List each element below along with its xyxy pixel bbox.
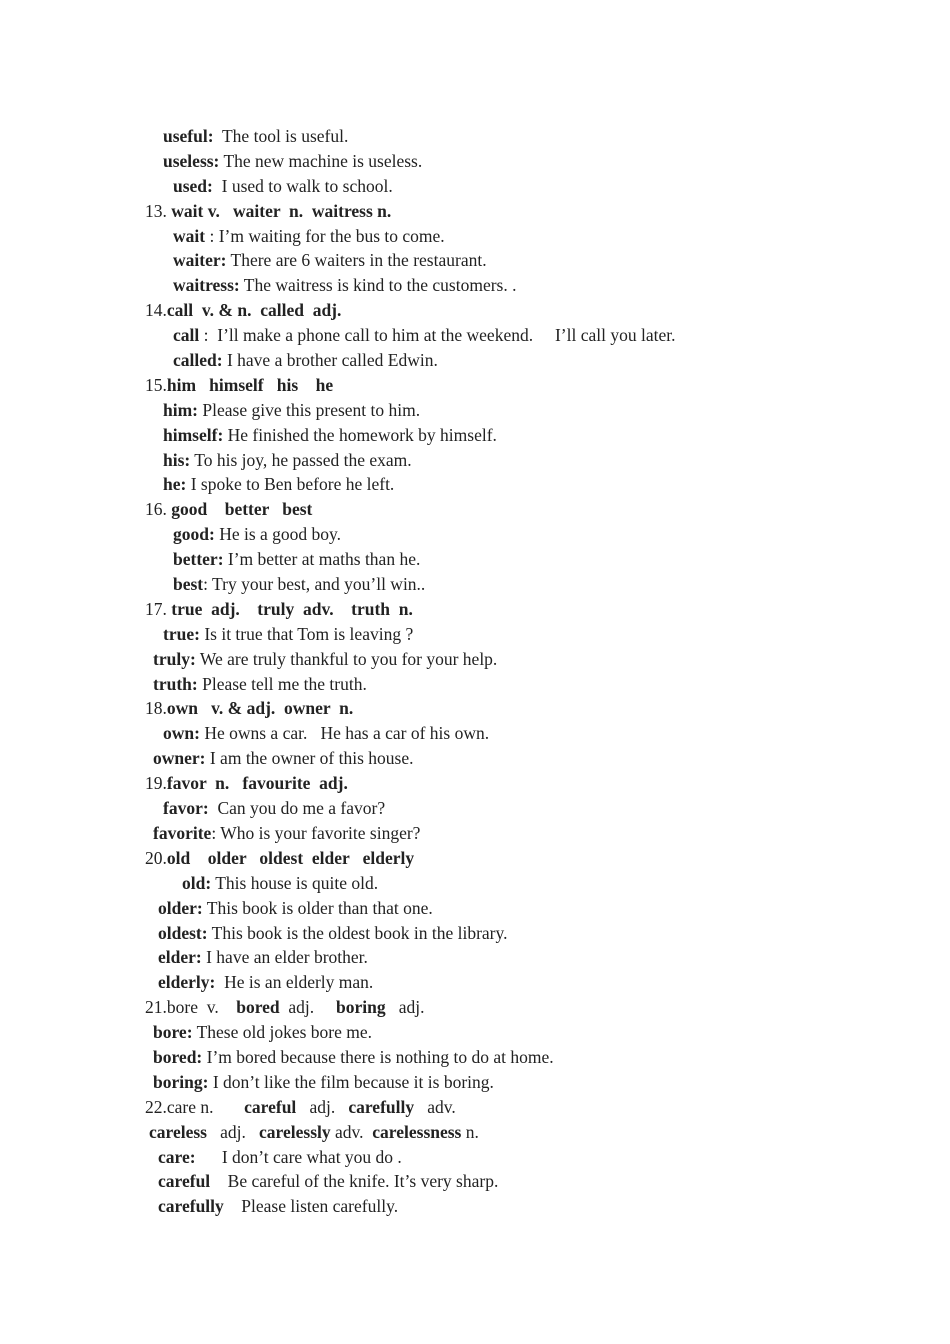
term-text: himself: [163, 424, 224, 445]
term-text: own: [163, 723, 200, 744]
text-line [0, 572, 950, 597]
term-text: boring: [153, 1071, 209, 1092]
body-text: I spoke to Ben before he left. [186, 474, 395, 495]
body-text: I have an elder brother. [201, 947, 368, 968]
term-text: careful [244, 1096, 297, 1117]
text-line [0, 373, 950, 398]
body-text: adj. [207, 1121, 260, 1142]
term-text: elderly: [158, 972, 216, 993]
term-text: true: [163, 623, 200, 644]
text-line [0, 224, 950, 249]
term-text: carelessness [372, 1121, 462, 1142]
term-text: used: [173, 175, 213, 196]
term-text: favor n. favourite adj. [166, 773, 348, 794]
term-text: truly: [153, 648, 196, 669]
body-text: adj. [279, 997, 337, 1018]
term-text: elder: [158, 947, 202, 968]
body-text: I don’t care what you do . [195, 1146, 402, 1167]
text-line [0, 348, 950, 373]
text-line [0, 398, 950, 423]
body-text: Please give this present to him. [198, 399, 421, 420]
term-text: true adj. truly adv. truth n. [171, 598, 413, 619]
text-line [0, 896, 950, 921]
body-text: 22.care n. [145, 1096, 245, 1117]
text-line [0, 846, 950, 871]
term-text: good: [173, 524, 215, 545]
text-line [0, 746, 950, 771]
body-text: I have a brother called Edwin. [222, 350, 438, 371]
body-text: I’m better at maths than he. [223, 549, 421, 570]
term-text: bore: [153, 1022, 193, 1043]
text-line [0, 945, 950, 970]
term-text: careless [149, 1121, 207, 1142]
term-text: old: [182, 872, 212, 893]
body-text: This book is older than that one. [202, 897, 433, 918]
body-text: These old jokes bore me. [192, 1022, 373, 1043]
text-line [0, 597, 950, 622]
term-text: bored: [153, 1046, 203, 1067]
body-text: : I’m waiting for the bus to come. [205, 225, 445, 246]
body-text: To his joy, he passed the exam. [190, 449, 412, 470]
term-text: useful: [163, 126, 214, 146]
term-text: truth: [153, 673, 198, 694]
term-text: call [173, 325, 200, 346]
text-line [0, 796, 950, 821]
body-text: He is a good boy. [214, 524, 342, 545]
term-text: wait v. waiter n. waitress n. [171, 200, 392, 221]
text-line [0, 448, 950, 473]
body-text: He owns a car. He has a car of his own. [199, 723, 490, 744]
text-line [0, 970, 950, 995]
text-line [0, 273, 950, 298]
term-text: his: [163, 449, 191, 470]
text-line [0, 124, 950, 149]
body-text: This house is quite old. [211, 872, 379, 893]
term-text: call v. & n. called adj. [166, 300, 342, 321]
text-line [0, 1120, 950, 1145]
body-text: I used to walk to school. [212, 175, 393, 196]
body-text: adj. [296, 1096, 349, 1117]
term-text: best [173, 574, 204, 595]
body-text: 18. [145, 698, 167, 719]
term-text: him: [163, 399, 198, 420]
body-text: 16. [145, 499, 172, 520]
body-text: : Who is your favorite singer? [211, 822, 421, 843]
term-text: he: [163, 474, 187, 495]
body-text: He finished the homework by himself. [223, 424, 497, 445]
body-text: The new machine is useless. [219, 150, 423, 171]
term-text: called: [173, 350, 223, 371]
term-text: own v. & adj. owner n. [166, 698, 354, 719]
body-text: Can you do me a favor? [208, 798, 386, 819]
body-text: There are 6 waiters in the restaurant. [226, 250, 487, 271]
text-line [0, 1020, 950, 1045]
body-text: 20. [145, 847, 167, 868]
term-text: older: [158, 897, 203, 918]
text-line [0, 1045, 950, 1070]
text-line [0, 821, 950, 846]
term-text: better: [173, 549, 224, 570]
body-text: I don’t like the film because it is boring. [208, 1071, 494, 1092]
body-text: 19. [145, 773, 167, 794]
text-line [0, 298, 950, 323]
term-text: oldest: [158, 922, 208, 943]
body-text: I’m bored because there is nothing to do at home. [202, 1046, 554, 1067]
body-text: 13. [145, 200, 172, 221]
text-line [0, 423, 950, 448]
term-text: owner: [153, 748, 206, 769]
document-body [0, 124, 950, 1219]
text-line [0, 1070, 950, 1095]
text-line [0, 721, 950, 746]
body-text: Is it true that Tom is leaving ? [199, 623, 414, 644]
term-text: waitress: [173, 275, 240, 296]
term-text: careful [158, 1171, 211, 1192]
body-text: Please tell me the truth. [197, 673, 367, 694]
text-line [0, 472, 950, 497]
text-line [0, 647, 950, 672]
term-text: carefully [348, 1096, 415, 1117]
term-text: favorite [153, 822, 212, 843]
term-text: carefully [158, 1196, 224, 1217]
text-line [0, 1169, 950, 1194]
text-line [0, 1095, 950, 1120]
body-text: adv. [414, 1096, 456, 1117]
body-text: This book is the oldest book in the library. [207, 922, 508, 943]
term-text: waiter: [173, 250, 227, 271]
text-line [0, 871, 950, 896]
body-text: 21.bore v. [145, 997, 237, 1018]
text-line [0, 323, 950, 348]
term-text: boring [336, 997, 386, 1018]
text-line [0, 248, 950, 273]
text-line [0, 547, 950, 572]
body-text: adj. [385, 997, 425, 1018]
text-line [0, 1145, 950, 1170]
body-text: I am the owner of this house. [205, 748, 414, 769]
text-line [0, 199, 950, 224]
body-text: The waitress is kind to the customers. . [239, 275, 517, 296]
body-text: 15. [145, 374, 167, 395]
text-line [0, 1194, 950, 1219]
term-text: useless: [163, 150, 220, 171]
text-line [0, 672, 950, 697]
body-text: We are truly thankful to you for your help. [195, 648, 498, 669]
text-line [0, 995, 950, 1020]
term-text: favor: [163, 798, 209, 819]
term-text: good better best [171, 499, 313, 520]
text-line [0, 696, 950, 721]
body-text: n. [461, 1121, 479, 1142]
body-text: Please listen carefully. [223, 1196, 399, 1217]
body-text: adv. [330, 1121, 373, 1142]
text-line [0, 497, 950, 522]
term-text: old older oldest elder elderly [166, 847, 415, 868]
body-text: : Try your best, and you’ll win.. [203, 574, 426, 595]
term-text: wait [173, 225, 206, 246]
text-line [0, 149, 950, 174]
text-line [0, 622, 950, 647]
body-text: He is an elderly man. [215, 972, 374, 993]
body-text: Be careful of the knife. It’s very sharp. [210, 1171, 499, 1192]
text-line [0, 174, 950, 199]
text-line [0, 771, 950, 796]
term-text: bored [236, 997, 280, 1018]
term-text: care: [158, 1146, 196, 1167]
body-text: : I’ll make a phone call to him at the weekend. I’ll call you later. [199, 325, 676, 346]
body-text: 14. [145, 300, 167, 321]
term-text: him himself his he [166, 374, 334, 395]
text-line [0, 522, 950, 547]
body-text: 17. [145, 598, 172, 619]
body-text: The tool is useful. [213, 126, 349, 146]
term-text: carelessly [259, 1121, 331, 1142]
text-line [0, 921, 950, 946]
